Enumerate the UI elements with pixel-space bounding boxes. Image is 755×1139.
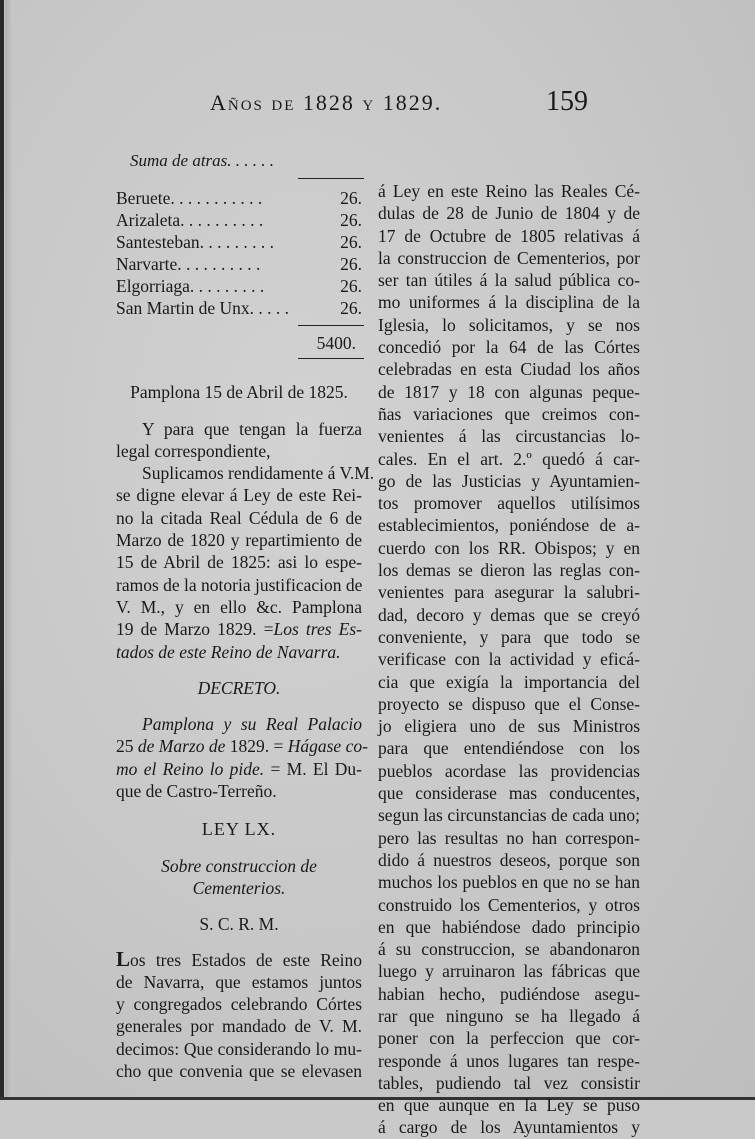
text-line: no la citada Real Cédula de 6 de [116,507,362,528]
text-segment: Hágase co- [283,736,368,757]
text-line: poner con la perfeccion que cor- [378,1028,640,1049]
petition-paragraph [116,418,375,663]
text-line: proyecto se dispuso que el Conse- [378,693,640,714]
decreto-heading: DECRETO. [197,677,281,698]
text-line: cales. En el art. 2.º quedó á car- [378,448,640,469]
signature-text: tados de este Reino de Navarra. [116,641,341,662]
text-line: cuerdo con los RR. Obispos; y en [378,537,640,558]
entry-value: 26. [340,232,362,253]
total-value: 5400. [316,333,356,354]
text-line: muchos los pueblos en que no se han [378,872,640,893]
text-line: que de Castro-Terreño. [116,781,277,802]
text-line: Pamplona y su Real Palacio [142,714,362,735]
text-segment: mo el Reino lo pide. [116,758,265,779]
suma-label: Suma de atras. . . . . . [130,151,275,170]
text-line: en que aunque en la Ley se puso [378,1095,640,1116]
text-segment: 1829. = [229,736,284,757]
text-line: ser tan útiles á la salud pública co- [378,270,640,291]
left-column [116,150,375,1082]
binding-edge [0,0,4,1100]
text-line: que considerase mas conducentes, [378,783,640,804]
text-line: pero las resultas no han correspon- [378,827,640,848]
right-column [378,180,640,1139]
text-line: responde á unos lugares tan respe- [378,1050,640,1071]
text-line: á cargo de los Ayuntamientos y [378,1117,640,1138]
text-line: Marzo de 1820 y repartimiento de [116,530,362,551]
text-line: tos promover aquellos utilísimos [378,493,640,514]
text-segment: os tres Estados de este Reino [130,949,362,970]
page-number: 159 [546,86,588,117]
text-line: Suplicamos rendidamente á V.M. [142,463,375,484]
text-line: pueblos acordase las providencias [378,760,640,781]
text-line: verificase con la actividad y eficá- [378,649,640,670]
list-item [116,231,362,253]
text-segment: 19 de Marzo 1829. = [116,619,274,640]
text-line: venientes para asegurar la salubri- [378,582,640,603]
text-line: celebradas en esta Ciudad los años [378,359,640,380]
text-segment: de Marzo de [133,736,230,757]
entry-name: Beruete. . . . . . . . . . . [116,188,263,209]
text-line: para que entendiéndose con los [378,738,640,759]
text-line: concedió por la 64 de las Córtes [378,337,640,358]
signature-text: Los tres Es- [273,619,362,640]
text-line: cho que convenia que se elevasen [116,1061,362,1082]
text-line: cia que exigía la importancia del [378,671,640,692]
text-line: rar que ninguno se ha llegado á [378,1005,640,1026]
text-segment: 25 [116,736,134,757]
text-line: á su construccion, se abandonaron [378,939,640,960]
drop-cap: L [116,946,131,971]
gutter-shadow [5,0,13,1100]
body-paragraph [116,948,362,1083]
text-line [116,618,362,640]
text-line: de 1817 y 18 con algunas peque- [378,381,640,402]
rule-bottom [298,325,364,326]
text-line: luego y arruinaron las fábricas que [378,961,640,982]
rule-total [298,358,364,359]
text-line [116,735,368,757]
text-line: 17 de Octubre de 1805 relativas á [378,225,640,246]
text-line: V. M., y en ello &c. Pamplona [116,596,362,617]
entry-value: 26. [340,254,362,275]
list-item [116,297,362,319]
text-line: en que habiéndose dado principio [378,916,640,937]
list-item [116,209,362,231]
text-line [116,758,362,780]
text-line: la construccion de Cementerios, por [378,247,640,268]
text-line: habian hecho, pudiéndose asegu- [378,983,640,1004]
text-line: decimos: Que considerando lo mu- [116,1038,362,1059]
text-line: mo uniformes á la disciplina de la [378,292,640,313]
text-line: á Ley en este Reino las Reales Cé- [378,181,640,201]
text-line: ñas variaciones que creimos con- [378,403,640,424]
rule-top [298,178,364,179]
text-line: generales por mandado de V. M. [116,1016,362,1037]
entries-list [116,187,362,319]
date-line: Pamplona 15 de Abril de 1825. [130,382,348,403]
text-line: tables, pudiendo tal vez consistir [378,1072,640,1093]
text-line: Y para que tengan la fuerza [142,418,362,439]
text-line: Iglesia, lo solicitamos, y se nos [378,314,640,335]
text-line: go de las Justicias y Ayuntamien- [378,470,640,491]
entry-value: 26. [340,298,362,319]
entry-name: Narvarte. . . . . . . . . . [116,254,261,275]
scrm-salutation: S. C. R. M. [199,914,279,935]
text-line: se digne elevar á Ley de este Rei- [116,485,362,506]
text-line: y congregados celebrando Córtes [116,994,362,1015]
ley-heading: LEY LX. [201,819,277,840]
text-line: legal correspondiente, [116,440,271,461]
text-line: los demas se dieron las reglas con- [378,560,640,581]
text-line [116,948,362,971]
text-line: dulas de 28 de Junio de 1804 y de [378,203,640,224]
text-line: jo eligiera uno de sus Ministros [378,716,640,737]
text-line: dad, decoro y demas que se creyó [378,604,640,625]
entry-value: 26. [340,188,362,209]
entry-name: Elgorriaga. . . . . . . . . [116,276,265,297]
list-item [116,253,362,275]
text-line: conveniente, y para que todo se [378,626,640,647]
ley-subtitle: Sobre construccion de Cementerios. [161,855,317,898]
text-segment: = M. El Du- [264,758,362,779]
running-header [200,86,660,120]
decreto-paragraph [116,713,368,802]
text-line: segun las circunstancias de cada uno; [378,805,640,826]
text-line: dido á nuestros deseos, porque son [378,849,640,870]
entry-name: Santesteban. . . . . . . . . [116,232,274,253]
text-line: ramos de la notoria justificacion de [116,574,363,595]
running-title: Años de 1828 y 1829. [210,90,443,115]
entry-name: San Martin de Unx. . . . . [116,298,290,319]
entry-name: Arizaleta. . . . . . . . . . [116,210,264,231]
text-line: de Navarra, que estamos juntos [116,971,362,992]
list-item [116,275,362,297]
entry-value: 26. [340,276,362,297]
text-line: 15 de Abril de 1825: asi lo espe- [116,552,362,573]
text-line: construido los Cementerios, y otros [378,894,640,915]
text-line: venientes á las circustancias lo- [378,426,640,447]
list-item [116,187,362,209]
text-line: establecimientos, poniéndose de a- [378,515,640,536]
entry-value: 26. [340,210,362,231]
